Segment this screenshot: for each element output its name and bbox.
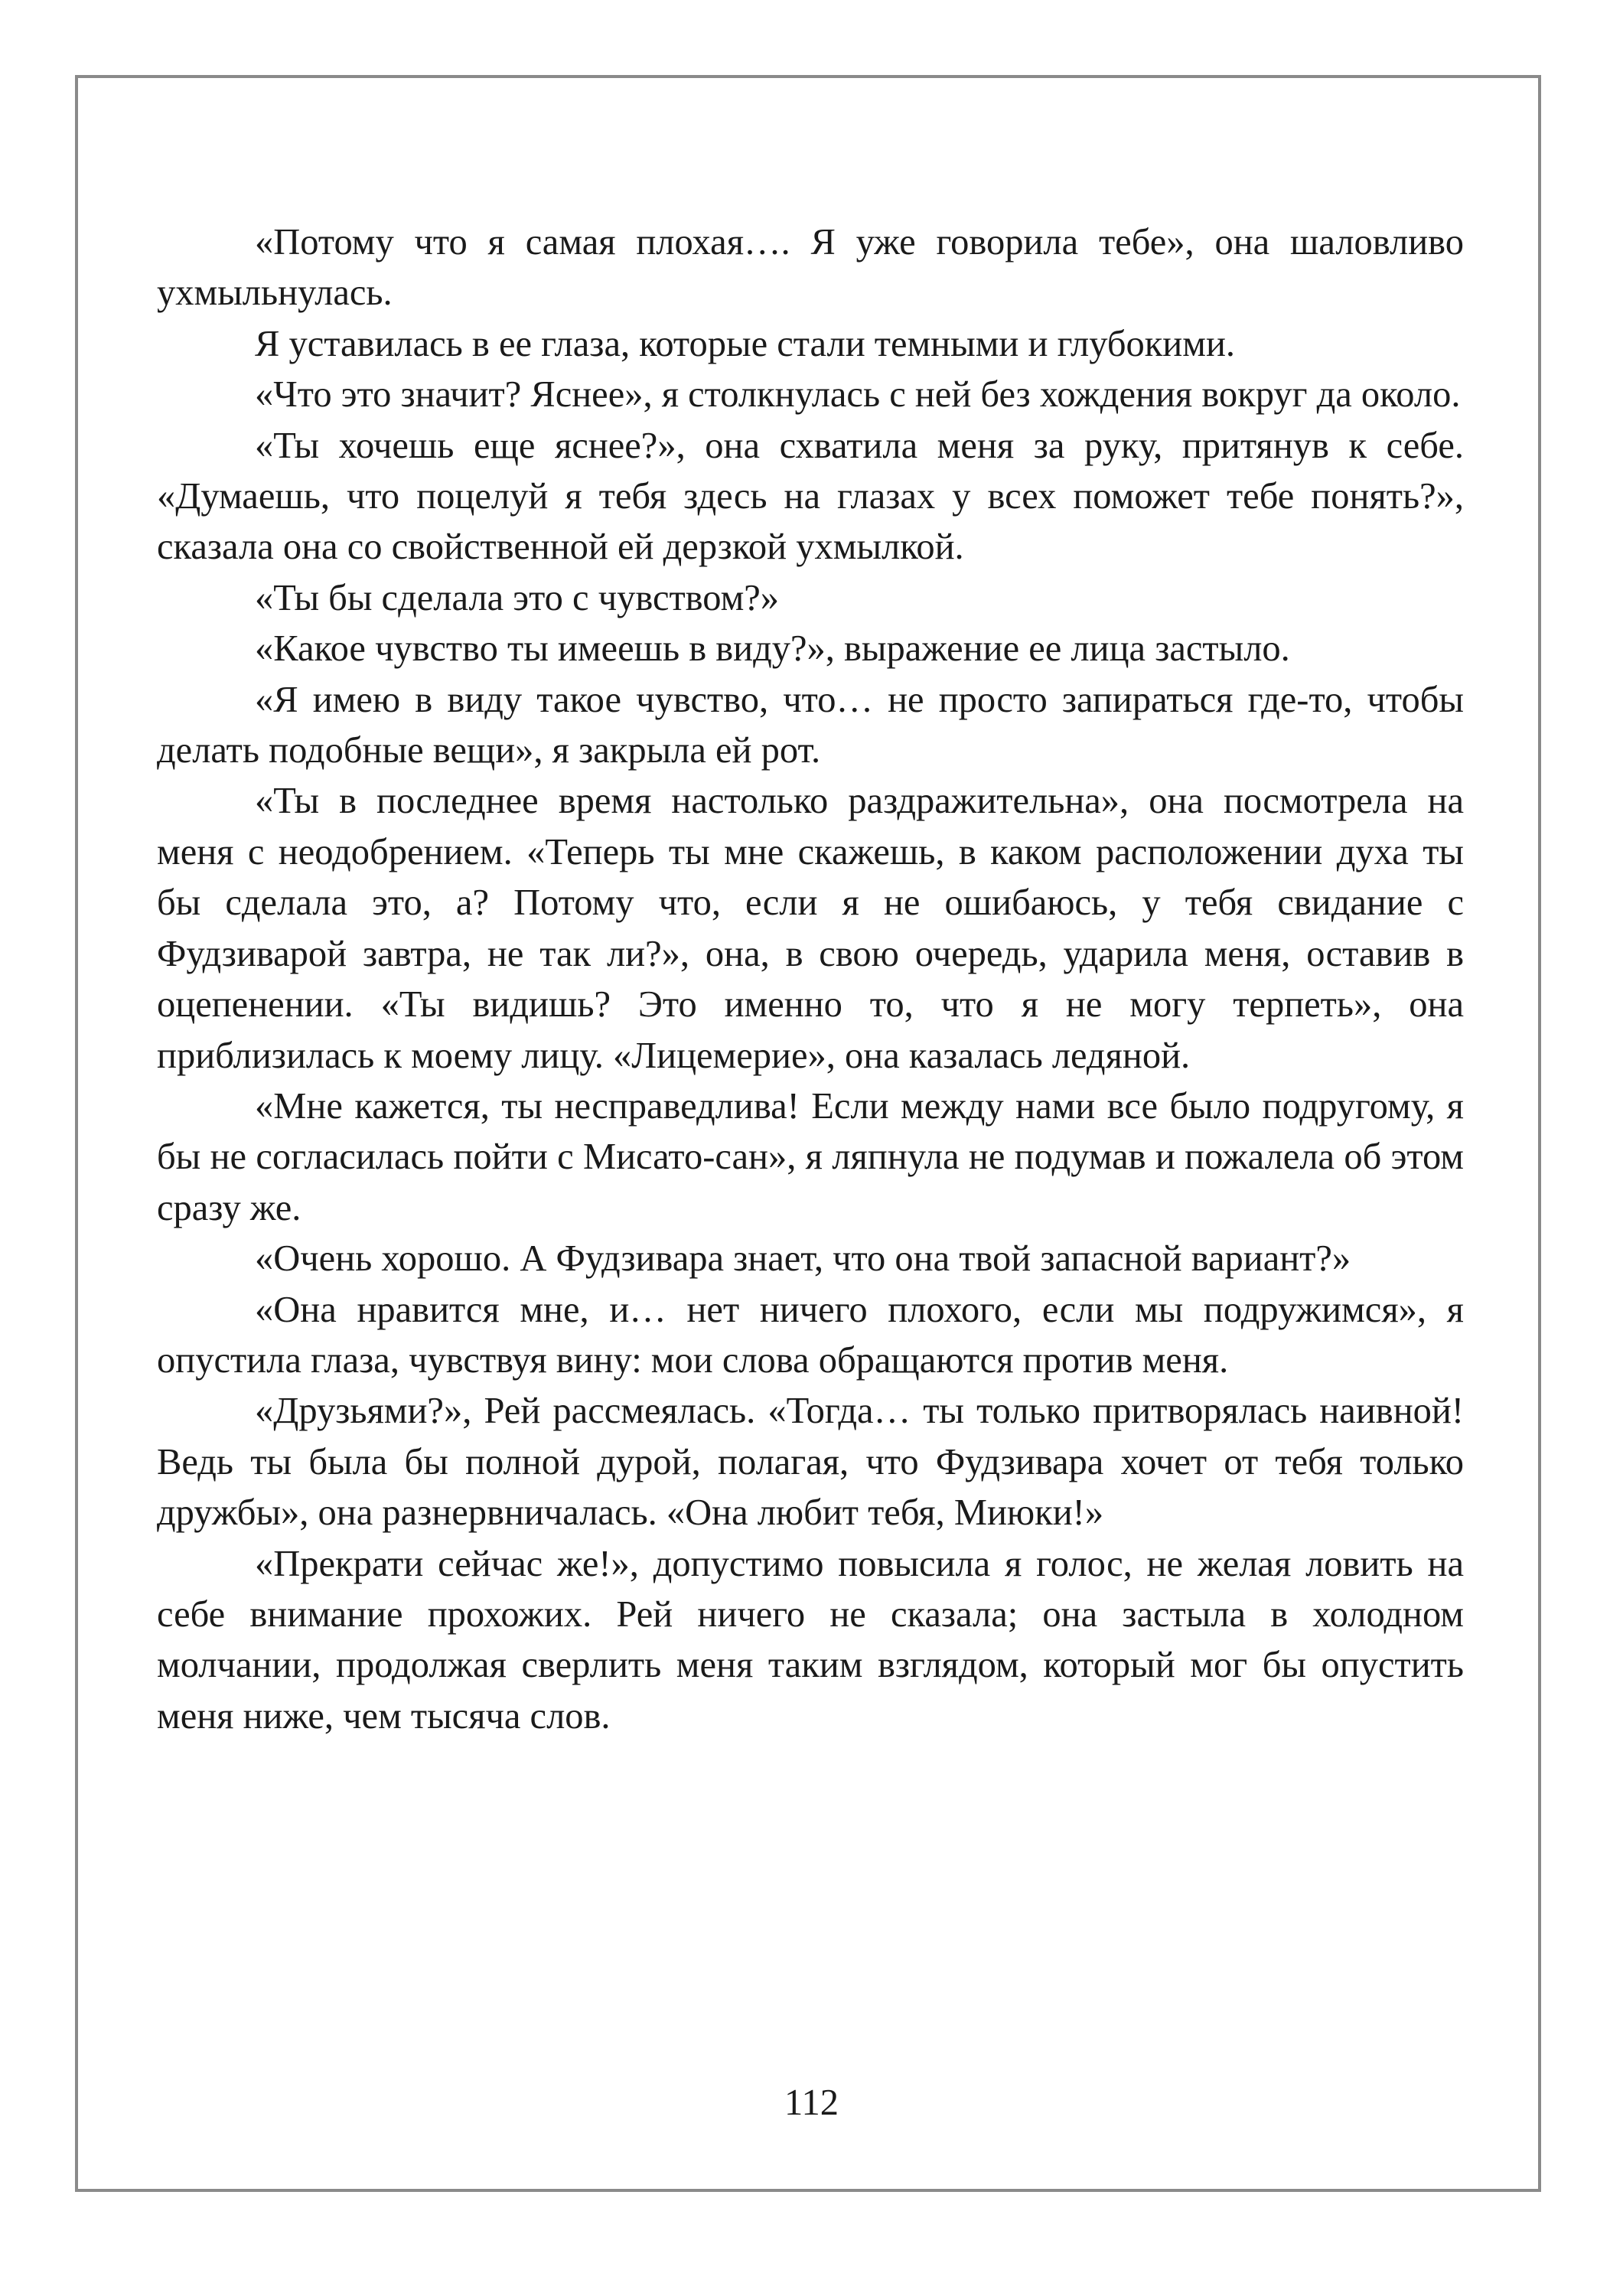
page-number: 112 — [784, 2082, 839, 2123]
paragraph-10: «Очень хорошо. А Фудзивара знает, что она твой запасной вариант?» — [255, 1238, 1351, 1280]
paragraph-3: «Что это значит? Яснее», я столкнулась с ней без хождения вокруг да около. — [255, 374, 1461, 416]
paragraph-2: Я уставилась в ее глаза, которые стали темными и глубокими. — [255, 323, 1236, 364]
paragraph-11: «Она нравится мне, и… нет ничего плохого, если мы подружимся», я опустила глаза, чувствуя вину: мои слова обращаются против меня. — [157, 1289, 1464, 1381]
paragraph-6: «Какое чувство ты имеешь в виду?», выражение ее лица застыло. — [255, 628, 1290, 670]
paragraph-7: «Я имею в виду такое чувство, что… не просто запираться где-то, чтобы делать подобные вещи», я закрыла ей рот. — [157, 679, 1464, 771]
paragraph-8: «Ты в последнее время настолько раздражительна», она посмотрела на меня с неодобрением. «Теперь ты мне скажешь, в каком расположении духа ты бы сделала это, а? Потому что, если я не ошибаюсь, у тебя свидание с Фудзиварой завтра, не так ли?», она, в свою очередь, ударила меня, оставив в оцепенении. «Ты видишь? Это именно то, что я не могу терпеть», она приблизилась к моему лицу. «Лицемерие», она казалась ледяной. — [157, 781, 1464, 1076]
paragraph-1: «Потому что я самая плохая…. Я уже говорила тебе», она шаловливо ухмыльнулась. — [157, 222, 1464, 314]
body-text — [157, 217, 1464, 1742]
paragraph-5: «Ты бы сделала это с чувством?» — [255, 577, 780, 618]
paragraph-4: «Ты хочешь еще яснее?», она схватила меня за руку, притянув к себе. «Думаешь, что поцелуй я тебя здесь на глазах у всех поможет тебе понять?», сказала она со свойственной ей дерзкой ухмылкой. — [157, 425, 1464, 568]
paragraph-9: «Мне кажется, ты несправедлива! Если между нами все было подругому, я бы не согласилась пойти с Мисато-сан», я ляпнула не подумав и пожалела об этом сразу же. — [157, 1085, 1464, 1228]
paragraph-13: «Прекрати сейчас же!», допустимо повысила я голос, не желая ловить на себе внимание прохожих. Рей ничего не сказала; она застыла в холодном молчании, продолжая сверлить меня таким взглядом, который мог бы опустить меня ниже, чем тысяча слов. — [157, 1543, 1464, 1737]
paragraph-12: «Друзьями?», Рей рассмеялась. «Тогда… ты только притворялась наивной! Ведь ты была бы полной дурой, полагая, что Фудзивара хочет от тебя только дружбы», она разнервничалась. «Она любит тебя, Миюки!» — [157, 1391, 1464, 1534]
